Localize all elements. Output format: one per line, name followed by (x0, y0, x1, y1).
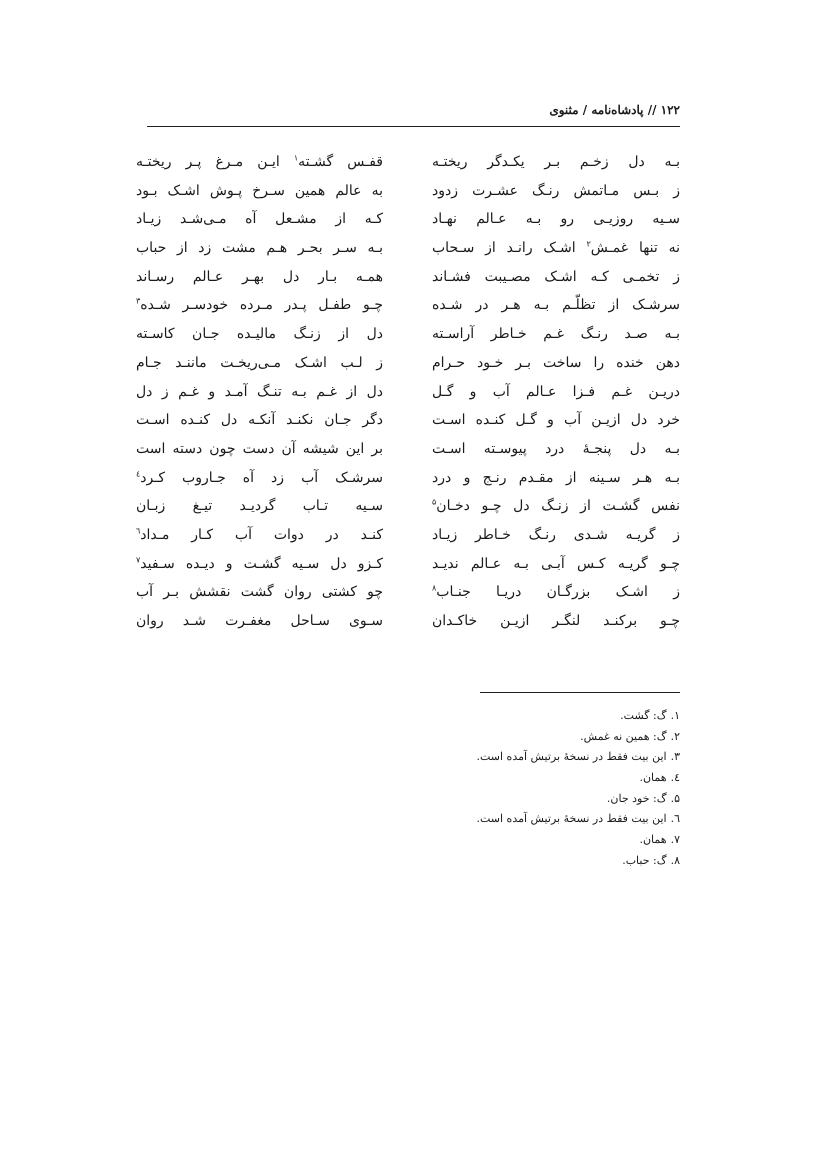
verse-line (136, 320, 383, 349)
header-text: ۱۲۲ // پادشاه‌نامه / مثنوی (549, 103, 680, 117)
footnote-separator (480, 692, 680, 693)
verse-line (432, 291, 680, 320)
verse-text: ز بـس مـاتمش رنـگ عشـرت زدود (432, 182, 680, 199)
footnote-number: ٤. (670, 771, 680, 785)
verse-text: بر این شیشه آن دست چون دسته است (136, 440, 383, 457)
verse-line (136, 291, 383, 320)
verse-line (136, 148, 383, 177)
footnote-number: ۱. (670, 709, 680, 722)
verse-text: دگر جـان نکنـد آنکـه دل کنـده اسـت (136, 412, 383, 429)
verse-line (432, 578, 680, 607)
verse-line (432, 263, 680, 292)
verse-line (432, 550, 680, 579)
footnote-number: ۷. (670, 833, 680, 847)
footnote (380, 789, 680, 810)
verse-text: بـه هـر سـینه از مقـدم رنـج و درد (432, 469, 680, 486)
footnote-text: این بیت فقط در نسخهٔ برتیش آمده است. (476, 812, 667, 826)
verse-text: خرد دل ازیـن آب و گـل کنـده اسـت (432, 412, 680, 429)
verse-line (432, 205, 680, 234)
verse-text: بـه دل زخـم بـر یکـدگر ریختـه (432, 154, 680, 170)
verse-line (432, 492, 680, 521)
footnote-number: ۵. (670, 791, 680, 805)
footnote-marker: ۵ (432, 497, 437, 507)
verse-line (432, 607, 680, 636)
verse-line (432, 148, 680, 177)
footnote-text: گ: گشت. (620, 709, 667, 722)
verse-text-rest: ایـن مـرغ پـر ریختـه (136, 154, 294, 170)
verse-text: بـه دل پنجـهٔ درد پیوسـته اسـت (432, 440, 680, 457)
verse-line (136, 521, 383, 550)
verse-line (432, 464, 680, 493)
verse-text: همـه بـار دل بهـر عـالم رسـاند (136, 268, 383, 285)
footnote-text: همان. (639, 771, 667, 785)
poem-right-column (432, 148, 680, 636)
footnote (380, 727, 680, 748)
verse-text: ز لـب اشـک مـی‌ریخـت ماننـد جـام (136, 354, 383, 371)
footnote-text: گ: خود جان. (606, 791, 667, 805)
verse-text: سرشـک از تظلّـم بـه هـر در شـده (432, 297, 680, 314)
verse-text: ز تخمـی کـه اشـک مصـیبت فشـاند (432, 268, 680, 285)
footnote-number: ۲. (670, 729, 680, 743)
running-header (147, 100, 680, 127)
footnote-marker: ٤ (136, 468, 141, 478)
footnote (380, 809, 680, 830)
footnote-number: ۸. (670, 853, 680, 867)
verse-text: کنـد در دوات آب کـار مـداد (140, 526, 383, 543)
verse-text: بـه صـد رنـگ غـم خـاطر آراسـته (432, 326, 680, 343)
verse-line (136, 378, 383, 407)
verse-line (136, 177, 383, 206)
verse-line (136, 349, 383, 378)
verse-text: نفس گشـت از زنـگ دل چـو دخـان (436, 498, 680, 515)
verse-line (432, 378, 680, 407)
verse-text: بـه سـر بحـر هـم مشت زد از حباب (136, 240, 383, 257)
footnote (380, 768, 680, 789)
verse-line (432, 320, 680, 349)
verse-line (432, 435, 680, 464)
verse-text: سـیه روزیـی رو بـه عـالم نهـاد (432, 211, 680, 228)
verse-text: دل از زنـگ مالیـده جـان کاسـته (136, 326, 383, 343)
verse-text: دریـن غـم فـزا عـالم آب و گـل (432, 383, 680, 400)
verse-text: سـیه تـاب گردیـد تیـغ زبـان (136, 498, 383, 515)
verse-text: نه تنها غمـش (590, 240, 680, 257)
verse-line (136, 234, 383, 263)
verse-line (432, 177, 680, 206)
verse-line (136, 464, 383, 493)
footnote (380, 851, 680, 872)
footnote-text: گ: حباب. (622, 853, 667, 867)
verse-text: ز گریـه شـدی رنـگ خـاطر زیـاد (432, 526, 680, 543)
verse-line (136, 578, 383, 607)
verse-text: دل از غـم بـه تنـگ آمـد و غـم ز دل (136, 383, 383, 400)
verse-text: سـوی سـاحل مغفـرت شـد روان (136, 613, 383, 629)
verse-line (136, 406, 383, 435)
verse-text: چـو طفـل پـدر مـرده خودسـر شـده (140, 297, 383, 314)
footnote-text: گ: همین نه غمش. (580, 729, 667, 743)
verse-line (136, 607, 383, 636)
poem-left-column (136, 148, 383, 636)
footnote (380, 830, 680, 851)
footnote (380, 747, 680, 768)
verse-text: به عالم همین سـرخ پـوش اشـک بـود (136, 182, 383, 199)
verse-text: کـه از مشـعل آه مـی‌شـد زیـاد (136, 211, 383, 228)
verse-text: چو کشتی روان گشت نقشش بـر آب (136, 584, 383, 601)
footnote-marker: ۳ (136, 296, 141, 306)
footnotes-list (380, 706, 680, 872)
verse-text: کـزو دل سـیه گشـت و دیـده سـفید (140, 555, 383, 572)
footnote-marker: ٦ (136, 526, 141, 536)
verse-line (432, 349, 680, 378)
footnote-marker: ۱ (293, 153, 299, 163)
footnote-marker: ۸ (432, 583, 437, 593)
verse-line (136, 550, 383, 579)
verse-text-rest: اشـک رانـد از سـحاب (432, 240, 587, 257)
verse-line (432, 406, 680, 435)
footnote-text: این بیت فقط در نسخهٔ برتیش آمده است. (476, 750, 667, 764)
footnote-marker: ۲ (586, 239, 591, 249)
footnote-marker: ۷ (136, 554, 141, 564)
verse-line (136, 435, 383, 464)
footnote-text: همان. (639, 833, 667, 847)
verse-text: چـو برکنـد لنگـر ازیـن خاکـدان (432, 613, 680, 629)
verse-text: چـو گریـه کـس آبـی بـه عـالم ندیـد (432, 555, 680, 572)
verse-line (136, 492, 383, 521)
verse-text: سرشـک آب زد آه جـاروب کـرد (140, 469, 383, 486)
verse-text: دهن خنده را ساخت بـر خـود حـرام (432, 354, 680, 371)
verse-line (136, 205, 383, 234)
footnote (380, 706, 680, 727)
footnote-number: ۳. (670, 750, 680, 764)
footnote-number: ٦. (670, 812, 680, 826)
verse-line (136, 263, 383, 292)
verse-text: ز اشـک بزرگـان دریـا جنـاب (436, 584, 680, 601)
verse-line (432, 234, 680, 263)
verse-text: قفـس گشـته (298, 154, 383, 170)
verse-line (432, 521, 680, 550)
